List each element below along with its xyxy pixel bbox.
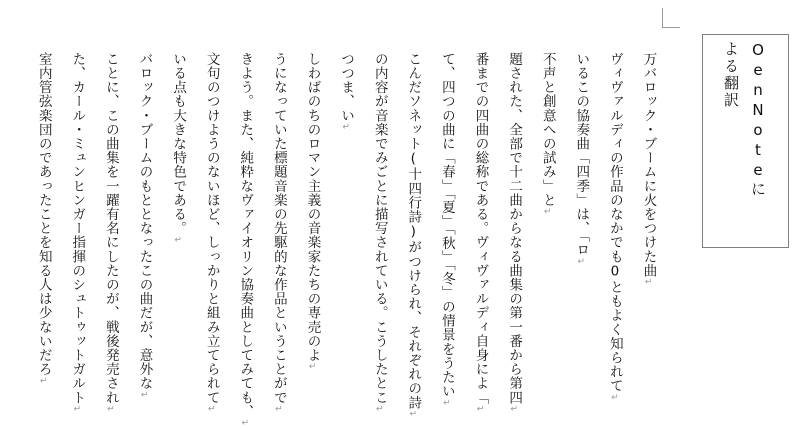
text-column-content: 文句のつけようのないほど、しっかりと組み立てられて xyxy=(203,52,220,405)
crop-mark-vertical xyxy=(662,8,663,28)
text-column-content: 番までの四曲の総称である。ヴィヴァルディ自身によ「 xyxy=(472,52,489,405)
text-column xyxy=(406,52,420,420)
text-column-content: ヴィヴァルディの作品のなかでも0ともよく知られて xyxy=(606,52,623,393)
text-column xyxy=(36,52,50,387)
paragraph-mark: ↵ xyxy=(576,256,587,268)
paragraph-mark: ↵ xyxy=(441,398,452,409)
text-column xyxy=(339,52,353,133)
paragraph-mark: ↵ xyxy=(206,404,217,416)
text-column-content: の内容が音楽でみごとに描写されている。こうしたとこ xyxy=(371,52,388,405)
text-column xyxy=(305,52,319,373)
text-column xyxy=(507,52,521,415)
text-column xyxy=(103,52,117,415)
text-column-content: た、カール・ミュンヒンガー指揮のシュトゥットガルト xyxy=(69,52,86,405)
paragraph-mark: ↵ xyxy=(643,277,654,289)
text-column-content: いるこの協奏曲「四季」は、「ロ xyxy=(573,52,590,257)
text-column-content: ことに、この曲集を一躍有名にしたのが、戦後発売され xyxy=(102,52,119,405)
paragraph-mark: ↵ xyxy=(240,418,251,429)
title-line-1: OenNoteに xyxy=(749,41,767,198)
text-column xyxy=(372,52,386,415)
paragraph-mark: ↵ xyxy=(173,235,184,246)
paragraph-mark: ↵ xyxy=(273,404,284,416)
text-column xyxy=(70,52,84,415)
text-column xyxy=(607,52,621,404)
text-column-content: つつま、い xyxy=(338,52,355,123)
paragraph-mark: ↵ xyxy=(307,362,318,373)
paragraph-mark: ↵ xyxy=(72,404,83,416)
text-column-content: 題された、全部で十二曲からなる曲集の第一番から第四 xyxy=(506,52,523,405)
text-column-content: 万バロック・ブームに火をつけた曲 xyxy=(640,52,657,278)
text-column xyxy=(171,52,185,246)
text-column-content: バロック・ブームのもととなったこの曲だが、意外な xyxy=(136,52,153,391)
crop-mark-horizontal xyxy=(662,27,680,28)
paragraph-mark: ↵ xyxy=(374,404,385,416)
text-column xyxy=(540,52,554,218)
text-column xyxy=(473,52,487,415)
text-column-content: うになっていた標題音楽の先駆的な作品ということがで xyxy=(270,52,287,405)
text-column xyxy=(238,52,252,429)
text-column-content: いる点も大きな特色である。 xyxy=(170,52,187,236)
paragraph-mark: ↵ xyxy=(139,390,150,402)
paragraph-mark: ↵ xyxy=(408,409,419,421)
paragraph-mark: ↵ xyxy=(475,404,486,416)
text-column xyxy=(271,52,285,415)
text-column xyxy=(641,52,655,288)
title-text-box[interactable] xyxy=(702,34,789,248)
text-column xyxy=(137,52,151,401)
text-column-content: きよう。また、純粋なヴァイオリン協奏曲としてみても、 xyxy=(237,52,254,419)
text-column xyxy=(574,52,588,267)
text-column-content: 不声と創意への試み」と xyxy=(539,52,556,208)
paragraph-mark: ↵ xyxy=(105,404,116,416)
paragraph-mark: ↵ xyxy=(341,122,352,134)
text-column-content: しわばのちのロマン主義の音楽家たちの専売のよ xyxy=(304,52,321,363)
text-column-content: て、四つの曲に「春」「夏」「秋」「冬」の情景をうたい xyxy=(438,52,455,399)
text-column-content: 室内管弦楽団のであったことを知る人は少ないだろ xyxy=(35,52,52,377)
title-line-2: よる翻訳 xyxy=(722,41,740,109)
paragraph-mark: ↵ xyxy=(509,404,520,416)
paragraph-mark: ↵ xyxy=(609,392,620,404)
paragraph-mark: ↵ xyxy=(38,376,49,387)
text-column xyxy=(204,52,218,415)
paragraph-mark: ↵ xyxy=(542,207,553,218)
text-column-content: こんだソネット(十四行詩)がつけられ、それぞれの詩 xyxy=(405,52,422,410)
text-column xyxy=(439,52,453,409)
